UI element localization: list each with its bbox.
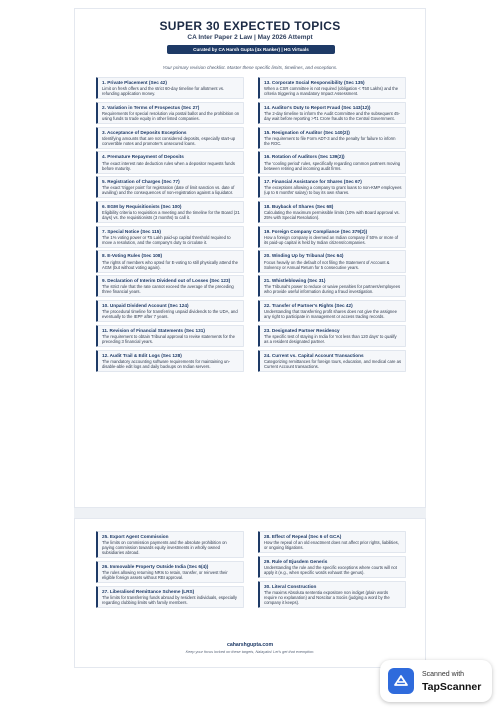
topic-title: 7. Special Notice (Sec 115) bbox=[102, 228, 161, 234]
topic-description: The Tribunal's power to reduce or waive penalties for partners/employees who provide useful information during a fraud investigation. bbox=[264, 284, 401, 295]
topics-left-column-page-two bbox=[96, 531, 244, 610]
topic-description: The exact interest rate deduction rules when a depositor requests funds before maturity. bbox=[102, 160, 235, 171]
tapscanner-brand: TapScanner bbox=[422, 681, 482, 693]
topic-title: 3. Acceptance of Deposits Exceptions bbox=[102, 129, 187, 135]
topic-description: Understanding that transferring profit shares does not give the assignee any right to participate in management or access trading records. bbox=[264, 309, 397, 320]
topic-title: 10. Unpaid Dividend Account (Sec 124) bbox=[102, 303, 189, 309]
topic-description: The requirement to file Form ADT-3 and the penalty for failure to inform the ROC. bbox=[264, 135, 396, 146]
topic-card bbox=[96, 102, 244, 124]
topic-title: 25. Export Agent Commission bbox=[102, 534, 169, 539]
topic-title: 5. Registration of Charges (Sec 77) bbox=[102, 179, 180, 185]
topic-card bbox=[258, 581, 406, 608]
page-subtitle: CA Inter Paper 2 Law | May 2026 Attempt bbox=[187, 34, 313, 41]
topic-title: 4. Premature Repayment of Deposits bbox=[102, 154, 184, 160]
topic-card bbox=[258, 176, 406, 198]
footer-note: Keep your focus locked on these targets, Nalayaks! Let's get that exemption. bbox=[185, 650, 315, 654]
topic-card bbox=[96, 561, 244, 583]
topic-description: Eligibility criteria to requisition a meeting and the timeline for the Board (21 days) vs. the requisitionists (3 months) to call it. bbox=[102, 210, 240, 221]
topic-title: 12. Audit Trail & Edit Logs (Sec 128) bbox=[102, 352, 182, 358]
topic-description: The 1% voting power or ₹5 Lakh paid-up capital threshold required to move a resolution, and the company's duty to circulate it. bbox=[102, 234, 231, 245]
topic-description: When a CSR committee is not required (obligation < ₹50 Lakhs) and the criteria triggering a mandatory Impact Assessment. bbox=[264, 86, 399, 97]
scanned-with-label: Scanned with bbox=[422, 671, 465, 678]
page-gap bbox=[74, 508, 426, 518]
topic-card bbox=[258, 275, 406, 297]
topic-title: 17. Financial Assistance for Shares (Sec 67) bbox=[264, 179, 362, 185]
topic-card bbox=[258, 350, 406, 372]
topic-card bbox=[96, 201, 244, 223]
topic-description: The rights of members who opted for E-voting to still physically attend the AGM (but without voting again). bbox=[102, 259, 238, 270]
topic-title: 29. Rule of Ejusdem Generis bbox=[264, 558, 328, 564]
topic-card bbox=[96, 250, 244, 272]
intro-text: Your primary revision checklist. Master these specific limits, timelines, and exceptions. bbox=[162, 65, 338, 70]
topic-description: The exceptions allowing a company to grant loans to non-KMP employees (up to 6 months' salary) to buy its own shares. bbox=[264, 185, 402, 196]
page-one bbox=[74, 8, 426, 508]
tapscanner-logo-icon bbox=[388, 668, 414, 694]
topic-card bbox=[258, 226, 406, 248]
topic-description: The procedural timeline for transferring unpaid dividends to the UDA, and eventually to the IEPF after 7 years. bbox=[102, 309, 238, 320]
curator-banner: Curated by CA Harsh Gupta (4x Ranker) | HG Virtuals bbox=[167, 45, 335, 54]
topic-description: The exact 'trigger point' for registration (date of limit sanction vs. date of availing) and the consequences of non-registration against a liquidator. bbox=[102, 185, 235, 196]
topic-title: 11. Revision of Financial Statements (Sec 131) bbox=[102, 327, 205, 333]
topic-card bbox=[96, 151, 244, 173]
topic-title: 9. Declaration of Interim Dividend out of Losses (Sec 123) bbox=[102, 278, 231, 284]
page-two bbox=[74, 518, 426, 668]
topic-title: 16. Rotation of Auditors (Sec 139(2)) bbox=[264, 154, 345, 160]
topic-description: Identifying amounts that are not considered deposits, especially start-up convertible notes and promoter's unsecured loans. bbox=[102, 135, 236, 146]
topic-card bbox=[96, 176, 244, 198]
topic-title: 28. Effect of Repeal (Sec 6 of GCA) bbox=[264, 534, 342, 539]
topic-card bbox=[258, 531, 406, 553]
topic-description: The limits for transferring funds abroad by resident individuals, especially regarding clubbing limits with family members. bbox=[102, 594, 237, 605]
topic-title: 26. Immovable Property Outside India (Sec 6(4)) bbox=[102, 563, 209, 569]
topic-description: Categorizing remittances for foreign tours, education, and medical care as Current Account transactions. bbox=[264, 358, 402, 369]
page-title: SUPER 30 EXPECTED TOPICS bbox=[159, 19, 341, 33]
topic-description: The limits on commission payments and the absolute prohibition on paying commission towards equity investments in wholly owned subsidiaries abroad. bbox=[102, 540, 227, 556]
topic-description: The requirement to obtain Tribunal approval to revise statements for the preceding 3 financial years. bbox=[102, 334, 235, 344]
topic-description: The strict rule that the rate cannot exceed the average of the preceding three financial years. bbox=[102, 284, 234, 295]
topic-title: 23. Designated Partner Residency bbox=[264, 327, 340, 333]
topics-left-column bbox=[96, 77, 244, 374]
topic-description: Calculating the maximum permissible limits (10% with Board approval vs. 25% with Special Resolution). bbox=[264, 210, 400, 221]
topic-card bbox=[96, 226, 244, 248]
topic-title: 21. Whistleblowing (Sec 31) bbox=[264, 278, 326, 284]
topic-card bbox=[96, 586, 244, 608]
topic-title: 14. Auditor's Duty to Report Fraud (Sec 143(12)) bbox=[264, 104, 371, 110]
topic-description: The specific test of staying in India for 'not less than 120 days' to qualify as a resident designated partner. bbox=[264, 334, 397, 344]
topic-description: The 'cooling period' rules, specifically regarding common partners moving between retiring and incoming audit firms. bbox=[264, 160, 401, 171]
topic-description: The rules allowing returning NRIs to retain, transfer, or reinvest their eligible foreign assets without RBI approval. bbox=[102, 569, 228, 580]
topic-description: Requirements for special resolution via postal ballot and the prohibition on using funds to trade equity in other listed companies. bbox=[102, 110, 240, 121]
topics-grid-page-two bbox=[96, 531, 406, 610]
topic-description: The mandatory accounting software requirements for maintaining un-disable-able edit logs and daily backups on Indian servers. bbox=[102, 358, 231, 369]
topic-card bbox=[258, 77, 406, 99]
topic-title: 6. EGM by Requisitionists (Sec 100) bbox=[102, 203, 182, 209]
topic-card bbox=[96, 127, 244, 149]
topic-title: 15. Resignation of Auditor (Sec 140(2)) bbox=[264, 129, 350, 135]
topic-description: Limit on fresh offers and the strict 60-day timeline for allotment vs. refunding application money. bbox=[102, 86, 225, 97]
tapscanner-text bbox=[422, 669, 481, 693]
topic-title: 13. Corporate Social Responsibility (Sec 135) bbox=[264, 80, 365, 85]
topic-card bbox=[258, 300, 406, 322]
topics-grid bbox=[96, 77, 406, 374]
tapscanner-badge bbox=[380, 660, 492, 702]
topic-card bbox=[96, 77, 244, 99]
topic-description: Understanding the rule and the specific exceptions where courts will not apply it (e.g., when specific words exhaust the genus). bbox=[264, 564, 397, 575]
topic-card bbox=[96, 300, 244, 322]
topic-title: 30. Literal Construction bbox=[264, 583, 317, 589]
topic-card bbox=[258, 201, 406, 223]
topics-right-column bbox=[258, 77, 406, 374]
topics-right-column-page-two bbox=[258, 531, 406, 610]
topic-description: Focus heavily on the default of not filing the Statement of Account & Solvency or Annual Return for 5 consecutive years. bbox=[264, 259, 390, 270]
topic-card bbox=[258, 556, 406, 578]
topic-card bbox=[96, 350, 244, 372]
topic-title: 19. Foreign Company Compliance (Sec 379(2)) bbox=[264, 228, 368, 234]
topic-card bbox=[258, 127, 406, 149]
topic-card bbox=[258, 250, 406, 272]
topic-description: The 2-day timeline to inform the Audit Committee and the subsequent 45-day wait before reporting >₹1 Crore frauds to the Central Government. bbox=[264, 110, 400, 121]
topic-card bbox=[258, 325, 406, 347]
document-page bbox=[74, 8, 426, 668]
topic-card bbox=[258, 151, 406, 173]
topic-title: 27. Liberalised Remittance Scheme (LRS) bbox=[102, 588, 195, 594]
topic-description: The maxims Absoluta sententia expositore non indiget (plain words require no explanation) and Noscitur a Sociis (judging a word by the company it keeps). bbox=[264, 589, 390, 605]
topic-title: 22. Transfer of Partner's Rights (Sec 42) bbox=[264, 303, 353, 309]
topic-title: 18. Buyback of Shares (Sec 68) bbox=[264, 203, 334, 209]
topic-card bbox=[96, 275, 244, 297]
topic-card bbox=[258, 102, 406, 124]
topic-title: 24. Current vs. Capital Account Transactions bbox=[264, 352, 364, 358]
topic-title: 2. Variation in Terms of Prospectus (Sec 27) bbox=[102, 104, 200, 110]
topic-description: How the repeal of an old enactment does not affect prior rights, liabilities, or ongoing litigations. bbox=[264, 540, 399, 551]
topic-title: 8. E-Voting Rules (Sec 108) bbox=[102, 253, 163, 259]
topic-title: 1. Private Placement (Sec 42) bbox=[102, 80, 167, 85]
topic-card bbox=[96, 531, 244, 558]
topic-card bbox=[96, 325, 244, 347]
topic-description: How a foreign company is deemed an Indian company if 50% or more of its paid-up capital is held by Indian citizens/companies. bbox=[264, 234, 399, 245]
footer-website: caharshgupta.com bbox=[226, 642, 274, 648]
topic-title: 20. Winding Up by Tribunal (Sec 64) bbox=[264, 253, 344, 259]
